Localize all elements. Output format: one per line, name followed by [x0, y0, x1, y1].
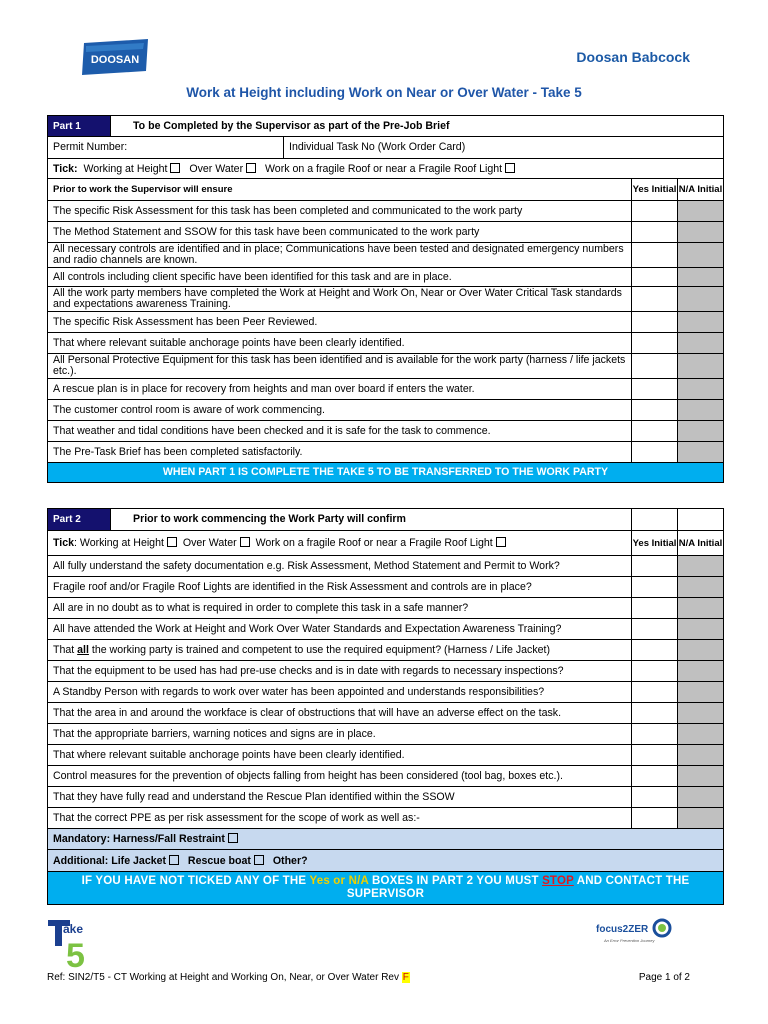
- part1-checklist-row: [48, 400, 724, 421]
- part2-checklist-row: [48, 619, 724, 640]
- na-initial-header: N/A Initial: [678, 531, 724, 556]
- part1-checklist-row: [48, 243, 724, 268]
- part1-checklist-row: [48, 312, 724, 333]
- checklist-item-text: A rescue plan is in place for recovery from heights and man over board if enters the water.: [48, 379, 632, 400]
- life-jacket-label: Life Jacket: [111, 854, 167, 867]
- checklist-item-text: All fully understand the safety documentation e.g. Risk Assessment, Method Statement and Permit to Work?: [48, 556, 632, 577]
- checklist-item-text: That all the working party is trained and competent to use the required equipment? (Harness / Life Jacket): [48, 640, 632, 661]
- part2-stop-banner: [48, 872, 724, 905]
- focus-text: focus2ZER: [596, 924, 649, 935]
- mandatory-row: [48, 829, 724, 850]
- yes-initial-cell[interactable]: [632, 556, 678, 577]
- na-initial-cell[interactable]: [678, 201, 724, 222]
- na-initial-cell[interactable]: [678, 577, 724, 598]
- page-number: Page 1 of 2: [638, 972, 690, 983]
- yes-initial-cell[interactable]: [632, 379, 678, 400]
- part1-checklist-row: [48, 333, 724, 354]
- checklist-item-text: That where relevant suitable anchorage points have been clearly identified.: [48, 745, 632, 766]
- part2-checklist-row: [48, 556, 724, 577]
- checklist-item-text: That the equipment to be used has had pre-use checks and is in date with regards to necessary inspections?: [48, 661, 632, 682]
- na-initial-cell[interactable]: [678, 724, 724, 745]
- yes-initial-cell[interactable]: [632, 724, 678, 745]
- doosan-logo: [78, 37, 152, 77]
- part1-heading: To be Completed by the Supervisor as part of the Pre-Job Brief: [111, 116, 724, 137]
- footer-reference: [47, 972, 410, 983]
- na-initial-cell[interactable]: [678, 682, 724, 703]
- yes-initial-cell[interactable]: [632, 442, 678, 463]
- part1-checklist-row: [48, 268, 724, 287]
- part1-checklist-row: [48, 421, 724, 442]
- rescue-boat-label: Rescue boat: [187, 854, 251, 867]
- checklist-item-text: All have attended the Work at Height and Work Over Water Standards and Expectation Awareness Training?: [48, 619, 632, 640]
- part2-table: [47, 508, 724, 905]
- part2-tick-row: Tick: Working at Height Over Water Work on a fragile Roof or near a Fragile Roof Light: [48, 531, 632, 556]
- checklist-item-text: The Pre-Task Brief has been completed satisfactorily.: [48, 442, 632, 463]
- focus2zero-logo: [596, 918, 672, 948]
- checklist-item-text: The customer control room is aware of work commencing.: [48, 400, 632, 421]
- logo-text: DOOSAN: [90, 54, 140, 66]
- checklist-item-text: That the area in and around the workface is clear of obstructions that will have an adverse effect on the task.: [48, 703, 632, 724]
- tick-over-water-label: Over Water: [182, 537, 237, 549]
- checklist-item-text: That where relevant suitable anchorage points have been clearly identified.: [48, 333, 632, 354]
- na-initial-cell[interactable]: [678, 808, 724, 829]
- mandatory-harness-checkbox[interactable]: [228, 833, 238, 843]
- checklist-item-text: That they have fully read and understand the Rescue Plan identified within the SSOW: [48, 787, 632, 808]
- yes-initial-cell[interactable]: [632, 640, 678, 661]
- part1-checklist-row: [48, 354, 724, 379]
- yes-initial-cell[interactable]: [632, 808, 678, 829]
- na-initial-cell[interactable]: [678, 400, 724, 421]
- checklist-item-text: Fragile roof and/or Fragile Roof Lights are identified in the Risk Assessment and controls are in place?: [48, 577, 632, 598]
- checklist-item-text: All Personal Protective Equipment for this task has been identified and is available for the work party (harness / life jackets etc.).: [48, 354, 632, 379]
- yes-initial-cell[interactable]: [632, 703, 678, 724]
- part2-checklist-row: [48, 787, 724, 808]
- yes-initial-header: Yes Initial: [632, 179, 678, 201]
- yes-initial-cell[interactable]: [632, 354, 678, 379]
- part2-checklist-row: [48, 640, 724, 661]
- tick2-working-at-height-checkbox[interactable]: [167, 537, 177, 547]
- yes-initial-cell[interactable]: [632, 661, 678, 682]
- part1-checklist-row: [48, 201, 724, 222]
- yes-initial-cell[interactable]: [632, 333, 678, 354]
- checklist-item-text: All are in no doubt as to what is required in order to complete this task in a safe manner?: [48, 598, 632, 619]
- tick-fragile-roof-label: Work on a fragile Roof or near a Fragile Roof Light: [255, 537, 493, 549]
- footer-rev: F: [402, 972, 409, 983]
- banner-text-b: BOXES IN PART 2 YOU MUST: [368, 875, 543, 887]
- checklist-item-text: A Standby Person with regards to work over water has been appointed and understands responsibilities?: [48, 682, 632, 703]
- part2-heading: Prior to work commencing the Work Party will confirm: [111, 509, 632, 531]
- part2-checklist-row: [48, 745, 724, 766]
- na-initial-cell[interactable]: [678, 268, 724, 287]
- other-label: Other?: [272, 854, 308, 867]
- checklist-item-text: The specific Risk Assessment has been Peer Reviewed.: [48, 312, 632, 333]
- part2-checklist-row: [48, 577, 724, 598]
- na-initial-cell[interactable]: [678, 661, 724, 682]
- part2-checklist-row: [48, 661, 724, 682]
- yes-initial-cell[interactable]: [632, 421, 678, 442]
- take5-logo: [46, 918, 98, 968]
- part1-table: [47, 115, 724, 483]
- tick-fragile-roof-label: Work on a fragile Roof or near a Fragile Roof Light: [265, 162, 503, 175]
- part1-checklist-row: [48, 287, 724, 312]
- part2-checklist-row: [48, 766, 724, 787]
- na-initial-cell[interactable]: [678, 222, 724, 243]
- yes-initial-cell[interactable]: [632, 287, 678, 312]
- permit-number-label: Permit Number:: [53, 141, 128, 153]
- tick-over-water-checkbox[interactable]: [246, 163, 256, 173]
- yes-initial-cell[interactable]: [632, 787, 678, 808]
- checklist-item-text: That the appropriate barriers, warning notices and signs are in place.: [48, 724, 632, 745]
- permit-number-field[interactable]: [48, 137, 284, 159]
- na-initial-cell[interactable]: [678, 243, 724, 268]
- na-initial-cell[interactable]: [678, 556, 724, 577]
- checklist-item-text: All controls including client specific have been identified for this task and are in place.: [48, 268, 632, 287]
- na-initial-cell[interactable]: [678, 333, 724, 354]
- na-initial-cell[interactable]: [678, 379, 724, 400]
- yes-initial-cell[interactable]: [632, 312, 678, 333]
- checklist-item-text: The specific Risk Assessment for this task has been completed and communicated to the work party: [48, 201, 632, 222]
- part1-checklist-row: [48, 379, 724, 400]
- part2-heading-na-blank: [678, 509, 724, 531]
- page-title: Work at Height including Work on Near or Over Water - Take 5: [186, 85, 582, 100]
- na-initial-cell[interactable]: [678, 598, 724, 619]
- yes-initial-cell[interactable]: [632, 222, 678, 243]
- part2-checklist-row: [48, 724, 724, 745]
- tick-working-at-height-label: Working at Height: [83, 162, 168, 175]
- part1-checklist-row: [48, 442, 724, 463]
- tick-working-at-height-label: Working at Height: [79, 537, 164, 549]
- banner-text-c: AND CONTACT THE SUPERVISOR: [346, 875, 690, 900]
- na-initial-cell[interactable]: [678, 287, 724, 312]
- task-number-field[interactable]: [284, 137, 724, 159]
- tick-over-water-label: Over Water: [189, 162, 244, 175]
- na-initial-cell[interactable]: [678, 442, 724, 463]
- banner-text-a: IF YOU HAVE NOT TICKED ANY OF THE: [81, 875, 310, 887]
- part1-transfer-banner: WHEN PART 1 IS COMPLETE THE TAKE 5 TO BE TRANSFERRED TO THE WORK PARTY: [48, 463, 724, 483]
- tick-fragile-roof-checkbox[interactable]: [505, 163, 515, 173]
- checklist-item-text: All the work party members have completed the Work at Height and Work On, Near or Over Water Critical Task standards and expectations awareness Training.: [48, 287, 632, 312]
- yes-initial-cell[interactable]: [632, 619, 678, 640]
- na-initial-cell[interactable]: [678, 787, 724, 808]
- tick-working-at-height-checkbox[interactable]: [170, 163, 180, 173]
- additional-row: [48, 850, 724, 872]
- banner-stop: STOP: [542, 875, 574, 887]
- yes-initial-cell[interactable]: [632, 745, 678, 766]
- rescue-boat-checkbox[interactable]: [254, 855, 264, 865]
- yes-initial-cell[interactable]: [632, 682, 678, 703]
- part2-checklist-row: [48, 808, 724, 829]
- tick-label: Tick:: [53, 162, 78, 175]
- tick2-fragile-roof-checkbox[interactable]: [496, 537, 506, 547]
- part2-heading-yes-blank: [632, 509, 678, 531]
- na-initial-cell[interactable]: [678, 745, 724, 766]
- part1-checklist-row: [48, 222, 724, 243]
- yes-initial-header: Yes Initial: [632, 531, 678, 556]
- checklist-item-text: That weather and tidal conditions have been checked and it is safe for the task to commence.: [48, 421, 632, 442]
- na-initial-header: N/A Initial: [678, 179, 724, 201]
- take5-ake: ake: [63, 922, 84, 936]
- yes-initial-cell[interactable]: [632, 201, 678, 222]
- tick-label: Tick: [53, 537, 75, 549]
- yes-initial-cell[interactable]: [632, 243, 678, 268]
- part1-tick-row: [48, 159, 724, 179]
- part2-checklist-row: [48, 682, 724, 703]
- banner-highlight: Yes or N/A: [309, 875, 369, 887]
- checklist-item-text: Control measures for the prevention of objects falling from height has been considered (tool bag, boxes etc.).: [48, 766, 632, 787]
- additional-label: Additional:: [53, 854, 109, 867]
- na-initial-cell[interactable]: [678, 640, 724, 661]
- part2-label: Part 2: [48, 509, 111, 531]
- focus-tagline: An Error Prevention Journey: [604, 938, 655, 943]
- yes-initial-cell[interactable]: [632, 400, 678, 421]
- mandatory-label: Mandatory: Harness/Fall Restraint: [53, 833, 225, 845]
- task-number-label: Individual Task No (Work Order Card): [289, 141, 466, 153]
- na-initial-cell[interactable]: [678, 312, 724, 333]
- checklist-item-text: All necessary controls are identified and in place; Communications have been tested and designated emergency numbers and radio channels are known.: [48, 243, 632, 268]
- na-initial-cell[interactable]: [678, 421, 724, 442]
- brand-name: Doosan Babcock: [576, 49, 690, 65]
- na-initial-cell[interactable]: [678, 619, 724, 640]
- na-initial-cell[interactable]: [678, 703, 724, 724]
- yes-initial-cell[interactable]: [632, 268, 678, 287]
- ensure-heading: Prior to work the Supervisor will ensure: [48, 179, 632, 201]
- na-initial-cell[interactable]: [678, 766, 724, 787]
- part2-checklist-row: [48, 598, 724, 619]
- checklist-item-text: The Method Statement and SSOW for this task have been communicated to the work party: [48, 222, 632, 243]
- footer-ref-text: Ref: SIN2/T5 - CT Working at Height and Working On, Near, or Over Water Rev: [47, 972, 402, 983]
- tick2-over-water-checkbox[interactable]: [240, 537, 250, 547]
- yes-initial-cell[interactable]: [632, 766, 678, 787]
- checklist-item-text: That the correct PPE as per risk assessment for the scope of work as well as:-: [48, 808, 632, 829]
- yes-initial-cell[interactable]: [632, 598, 678, 619]
- part2-checklist-row: [48, 703, 724, 724]
- part1-label: Part 1: [48, 116, 111, 137]
- life-jacket-checkbox[interactable]: [169, 855, 179, 865]
- take5-number: 5: [66, 937, 85, 968]
- na-initial-cell[interactable]: [678, 354, 724, 379]
- yes-initial-cell[interactable]: [632, 577, 678, 598]
